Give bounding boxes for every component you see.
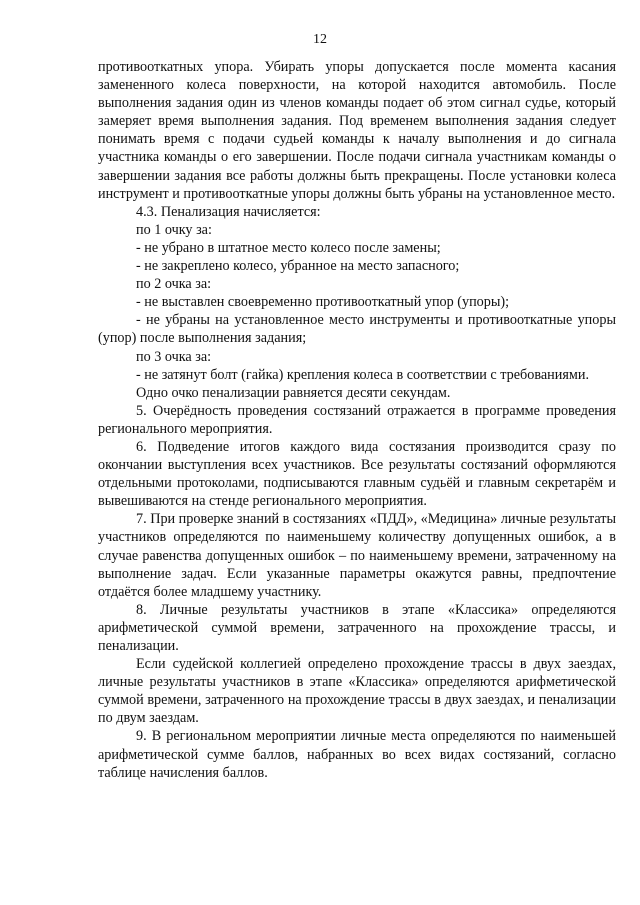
paragraph-section-8: 8. Личные результаты участников в этапе «Классика» определяются арифметической суммой времени, затраченного на прохождение трассы, и пенализации.: [98, 601, 616, 654]
list-item-stop-not-placed: - не выставлен своевременно противооткатный упор (упоры);: [136, 294, 510, 311]
list-item-wheel-not-stowed: - не убрано в штатное место колесо после замены;: [136, 239, 441, 256]
paragraph-penalty-heading: 4.3. Пенализация начисляется:: [136, 203, 321, 220]
paragraph-section-7: 7. При проверке знаний в состязаниях «ПДД», «Медицина» личные результаты участников определяются по наименьшему количеству допущенных ошибок, а в случае равенства допущенных ошибок – по наименьшему времени, затраченному на выполнение задач. Если указанные параметры окажутся равны, предпочтение отдаётся более младшему участнику.: [98, 511, 616, 600]
list-item-wheel-not-secured: - не закреплено колесо, убранное на место запасного;: [136, 258, 460, 275]
paragraph-section-6: 6. Подведение итогов каждого вида состязания производится сразу по окончании выступления всех участников. Все результаты состязаний оформляются отдельными протоколами, подписываются главным судьёй и главным секретарём и вывешиваются на стенде регионального мероприятия.: [98, 438, 616, 510]
page-number: 12: [313, 32, 327, 47]
list-item-tools-not-stowed: - не убраны на установленное место инструменты и противооткатные упоры (упор) после выполнения задания;: [98, 312, 616, 347]
paragraph-penalty-value: Одно очко пенализации равняется десяти секундам.: [136, 384, 451, 401]
paragraph-three-points-heading: по 3 очка за:: [136, 348, 212, 365]
paragraph-section-5: 5. Очерёдность проведения состязаний отражается в программе проведения регионального мероприятия.: [98, 402, 616, 437]
paragraph-two-runs: Если судейской коллегией определено прохождение трассы в двух заездах, личные результаты участников в этапе «Классика» определяются арифметической суммой времени, затраченного на прохождение трассы в двух заездах, и пенализации по двум заездам.: [98, 656, 616, 727]
document-body: [98, 58, 616, 782]
list-item-bolt-not-tightened: - не затянут болт (гайка) крепления колеса в соответствии с требованиями.: [136, 366, 589, 383]
paragraph-two-points-heading: по 2 очка за:: [136, 276, 212, 293]
paragraph-one-point-heading: по 1 очку за:: [136, 221, 212, 238]
paragraph-wheel-stops: противооткатных упора. Убирать упоры допускается после момента касания замененного колеса поверхности, на которой находится автомобиль. После выполнения задания один из членов команды подает об этом сигнал судье, который замеряет время выполнения задания. Под временем выполнения задания следует понимать время с подачи судьей команды к началу выполнения и до сигнала участника команды о его завершении. После подачи сигнала участникам команды о завершении задания все работы должны быть прекращены. После установки колеса инструмент и противооткатные упоры должны быть убраны на установленное место.: [98, 59, 616, 202]
paragraph-section-9: 9. В региональном мероприятии личные места определяются по наименьшей арифметической сумме баллов, набранных во всех видах состязаний, согласно таблице начисления баллов.: [98, 728, 616, 781]
